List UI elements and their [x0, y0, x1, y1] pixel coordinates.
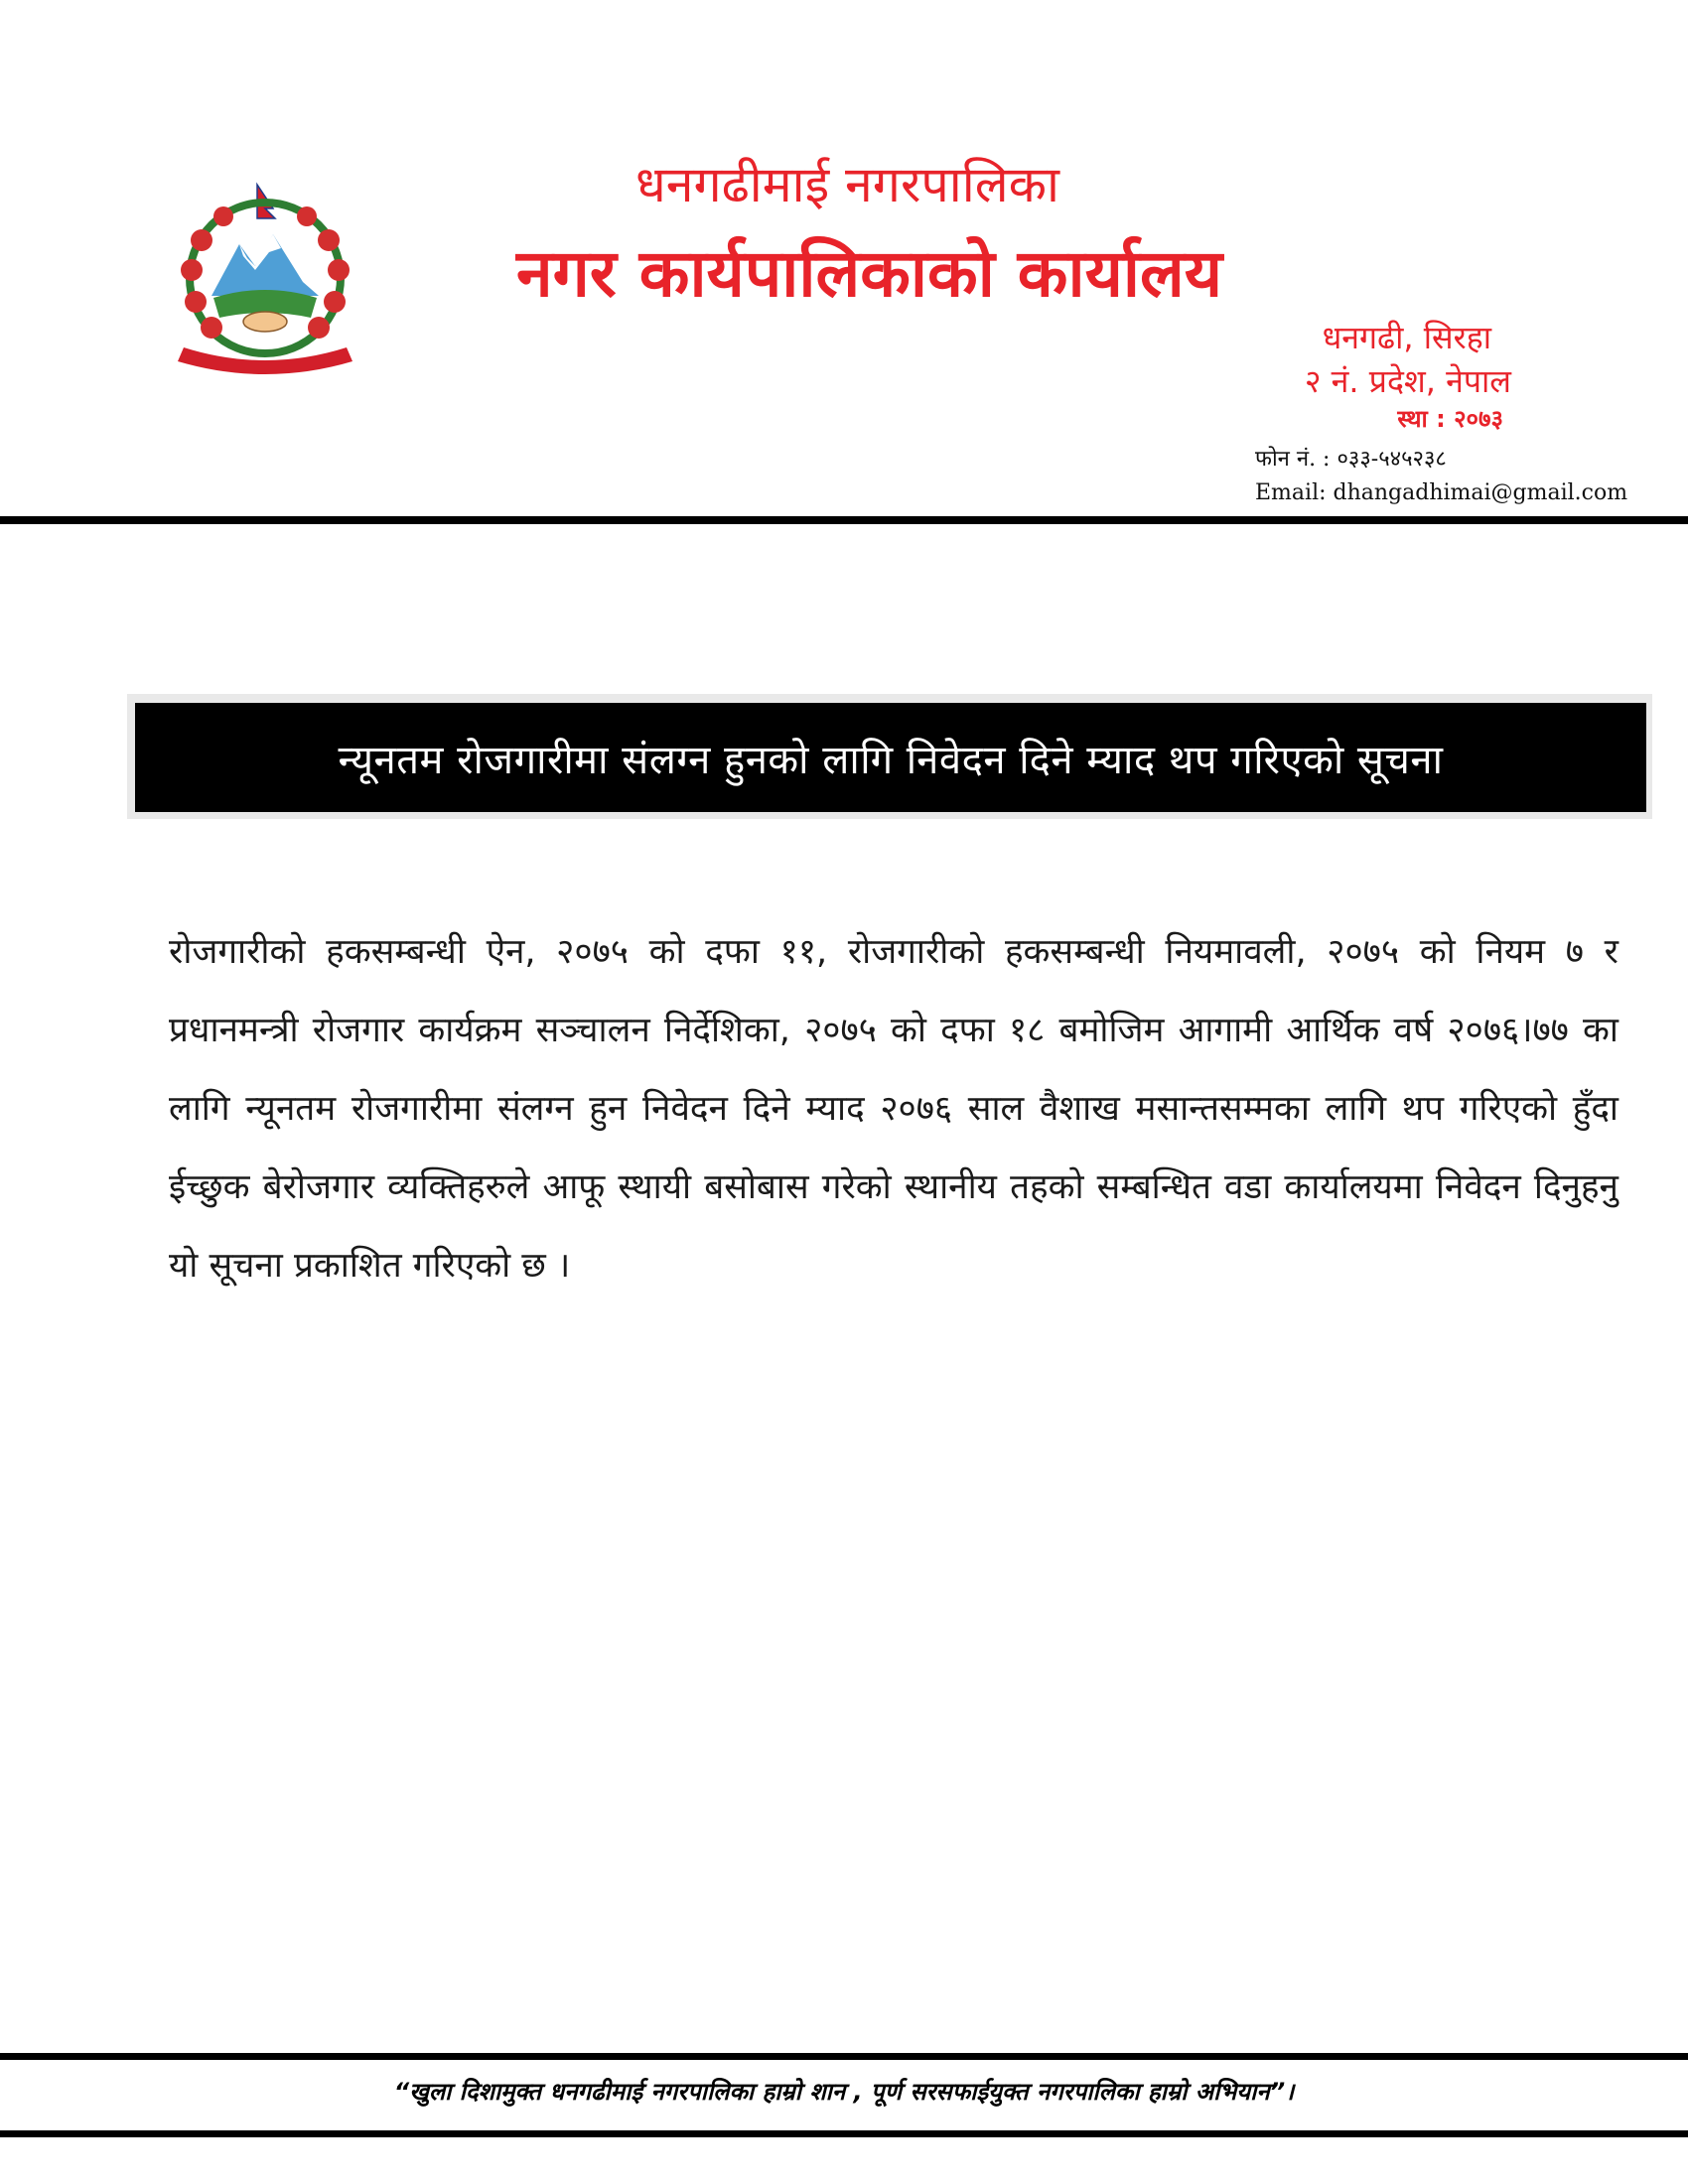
office-name: नगर कार्यपालिकाको कार्यालय — [516, 235, 1222, 312]
nepal-government-emblem-icon — [144, 179, 387, 377]
notice-body: रोजगारीको हकसम्बन्धी ऐन, २०७५ को दफा ११, रोजगारीको हकसम्बन्धी नियमावली, २०७५ को नियम ७ र प्रधानमन्त्री रोजगार कार्यक्रम सञ्चालन निर्देशिका, २०७५ को दफा १८ बमोजिम आगामी आर्थिक वर्ष २०७६।७७ का लागि न्यूनतम रोजगारीमा संलग्न हुन निवेदन दिने म्याद २०७६ साल वैशाख मसान्तसम्मका लागि थप गरिएको हुँदा ईच्छुक बेरोजगार व्यक्तिहरुले आफू स्थायी बसोबास गरेको स्थानीय तहको सम्बन्धित वडा कार्यालयमा निवेदन दिनुहनु यो सूचना प्रकाशित गरिएको छ । — [169, 932, 1618, 1286]
header-divider — [0, 516, 1688, 524]
notice-title-banner — [135, 703, 1646, 812]
notice-title: न्यूनतम रोजगारीमा संलग्न हुनको लागि निवेदन दिने म्याद थप गरिएको सूचना — [338, 737, 1444, 783]
footer-divider-bottom — [0, 2130, 1688, 2137]
footer-divider-top — [0, 2053, 1688, 2060]
established-year: स्था : २०७३ — [1397, 405, 1503, 433]
address-line-2: २ नं. प्रदेश, नेपाल — [1304, 362, 1511, 400]
email-address: Email: dhangadhimai@gmail.com — [1255, 480, 1628, 505]
address-line-1: धनगढी, सिरहा — [1322, 319, 1491, 356]
footer-slogan: “खुला दिशामुक्त धनगढीमाई नगरपालिका हाम्रो शान , पूर्ण सरसफाईयुक्त नगरपालिका हाम्रो अभियान”। — [393, 2078, 1295, 2106]
phone-number: फोन नं. : ०३३-५४५२३८ — [1255, 447, 1447, 472]
municipality-name: धनगढीमाई नगरपालिका — [635, 156, 1059, 213]
